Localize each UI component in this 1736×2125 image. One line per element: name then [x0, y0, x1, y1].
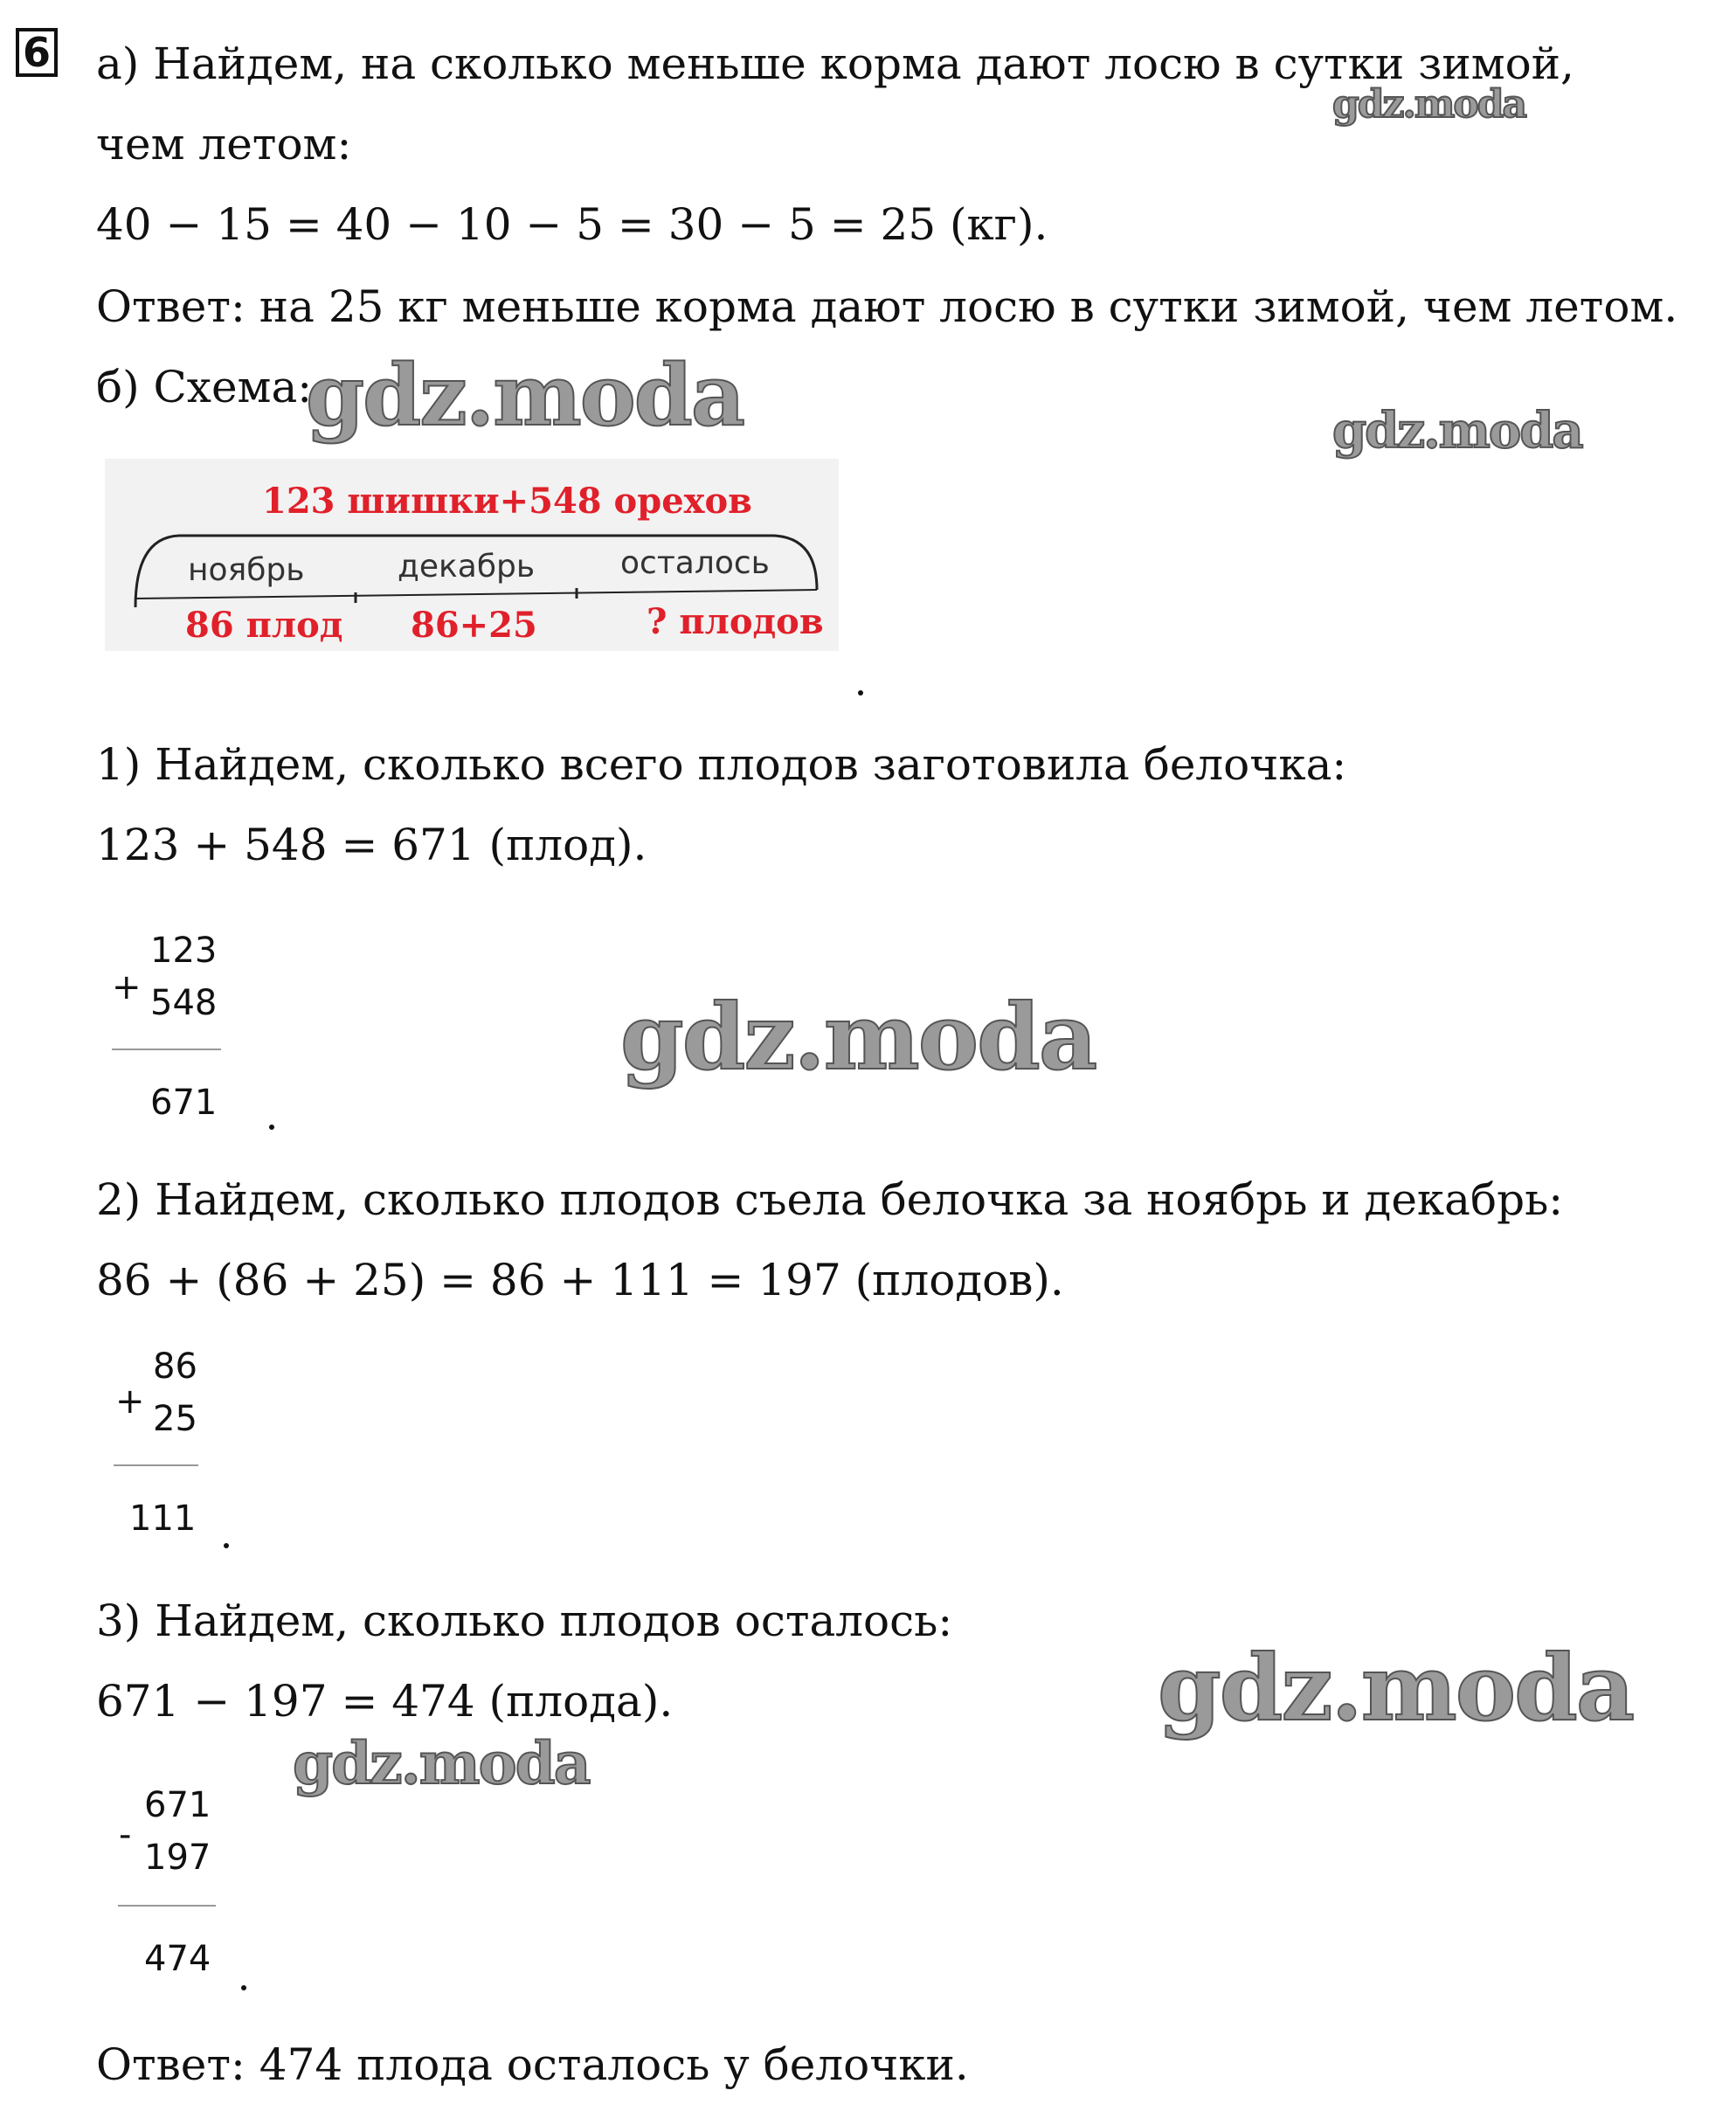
step3-column-b: 197 — [144, 1838, 211, 1878]
step1-column-result: 671 — [150, 1083, 218, 1123]
scheme-label-remaining: осталось — [620, 545, 770, 581]
watermark: gdz.moda — [1332, 402, 1582, 460]
step1-calc: 123 + 548 = 671 (плод). — [96, 820, 647, 870]
scheme-total: 123 шишки+548 орехов — [262, 481, 752, 522]
scheme-label-november: ноябрь — [188, 552, 305, 588]
watermark: gdz.moda — [1332, 82, 1526, 127]
step1-column-b: 548 — [150, 983, 218, 1023]
step1-column-op: + — [112, 967, 142, 1007]
dot — [269, 1125, 274, 1130]
step3-calc: 671 − 197 = 474 (плода). — [96, 1676, 674, 1727]
watermark: gdz.moda — [306, 346, 744, 445]
scheme-value-november: 86 плод — [185, 605, 343, 646]
step3-column-rule — [118, 1905, 216, 1907]
dot — [241, 1985, 246, 1990]
step2-text: 2) Найдем, сколько плодов съела белочка за ноябрь и декабрь: — [96, 1174, 1564, 1225]
watermark: gdz.moda — [620, 983, 1096, 1090]
step3-column-op: - — [119, 1815, 132, 1855]
step2-calc: 86 + (86 + 25) = 86 + 111 = 197 (плодов). — [96, 1255, 1064, 1305]
step2-column-op: + — [115, 1381, 145, 1422]
part-b-heading: б) Схема: — [96, 362, 313, 412]
part-a-line1: а) Найдем, на сколько меньше корма дают лосю в сутки зимой, — [96, 38, 1574, 89]
scheme-value-remaining: ? плодов — [647, 601, 824, 642]
step1-column-a: 123 — [150, 931, 218, 971]
part-a-answer: Ответ: на 25 кг меньше корма дают лосю в сутки зимой, чем летом. — [96, 281, 1678, 332]
watermark: gdz.moda — [1158, 1634, 1634, 1741]
scheme-label-december: декабрь — [398, 549, 536, 585]
task-number-badge: 6 — [16, 28, 58, 77]
scheme-value-december: 86+25 — [411, 605, 537, 646]
step2-column-result: 111 — [129, 1499, 197, 1539]
step3-column-a: 671 — [144, 1785, 211, 1825]
watermark: gdz.moda — [293, 1729, 590, 1797]
step3-column-result: 474 — [144, 1939, 211, 1979]
step3-text: 3) Найдем, сколько плодов осталось: — [96, 1595, 953, 1646]
step1-column-rule — [112, 1049, 221, 1050]
part-a-line2: чем летом: — [96, 119, 352, 170]
final-answer: Ответ: 474 плода осталось у белочки. — [96, 2039, 969, 2090]
step1-text: 1) Найдем, сколько всего плодов заготовила белочка: — [96, 739, 1347, 790]
dot — [858, 690, 863, 696]
step2-column-rule — [114, 1464, 198, 1466]
dot — [224, 1543, 229, 1548]
step2-column-b: 25 — [153, 1399, 197, 1439]
part-a-calc: 40 − 15 = 40 − 10 − 5 = 30 − 5 = 25 (кг). — [96, 199, 1048, 250]
step2-column-a: 86 — [153, 1346, 197, 1387]
